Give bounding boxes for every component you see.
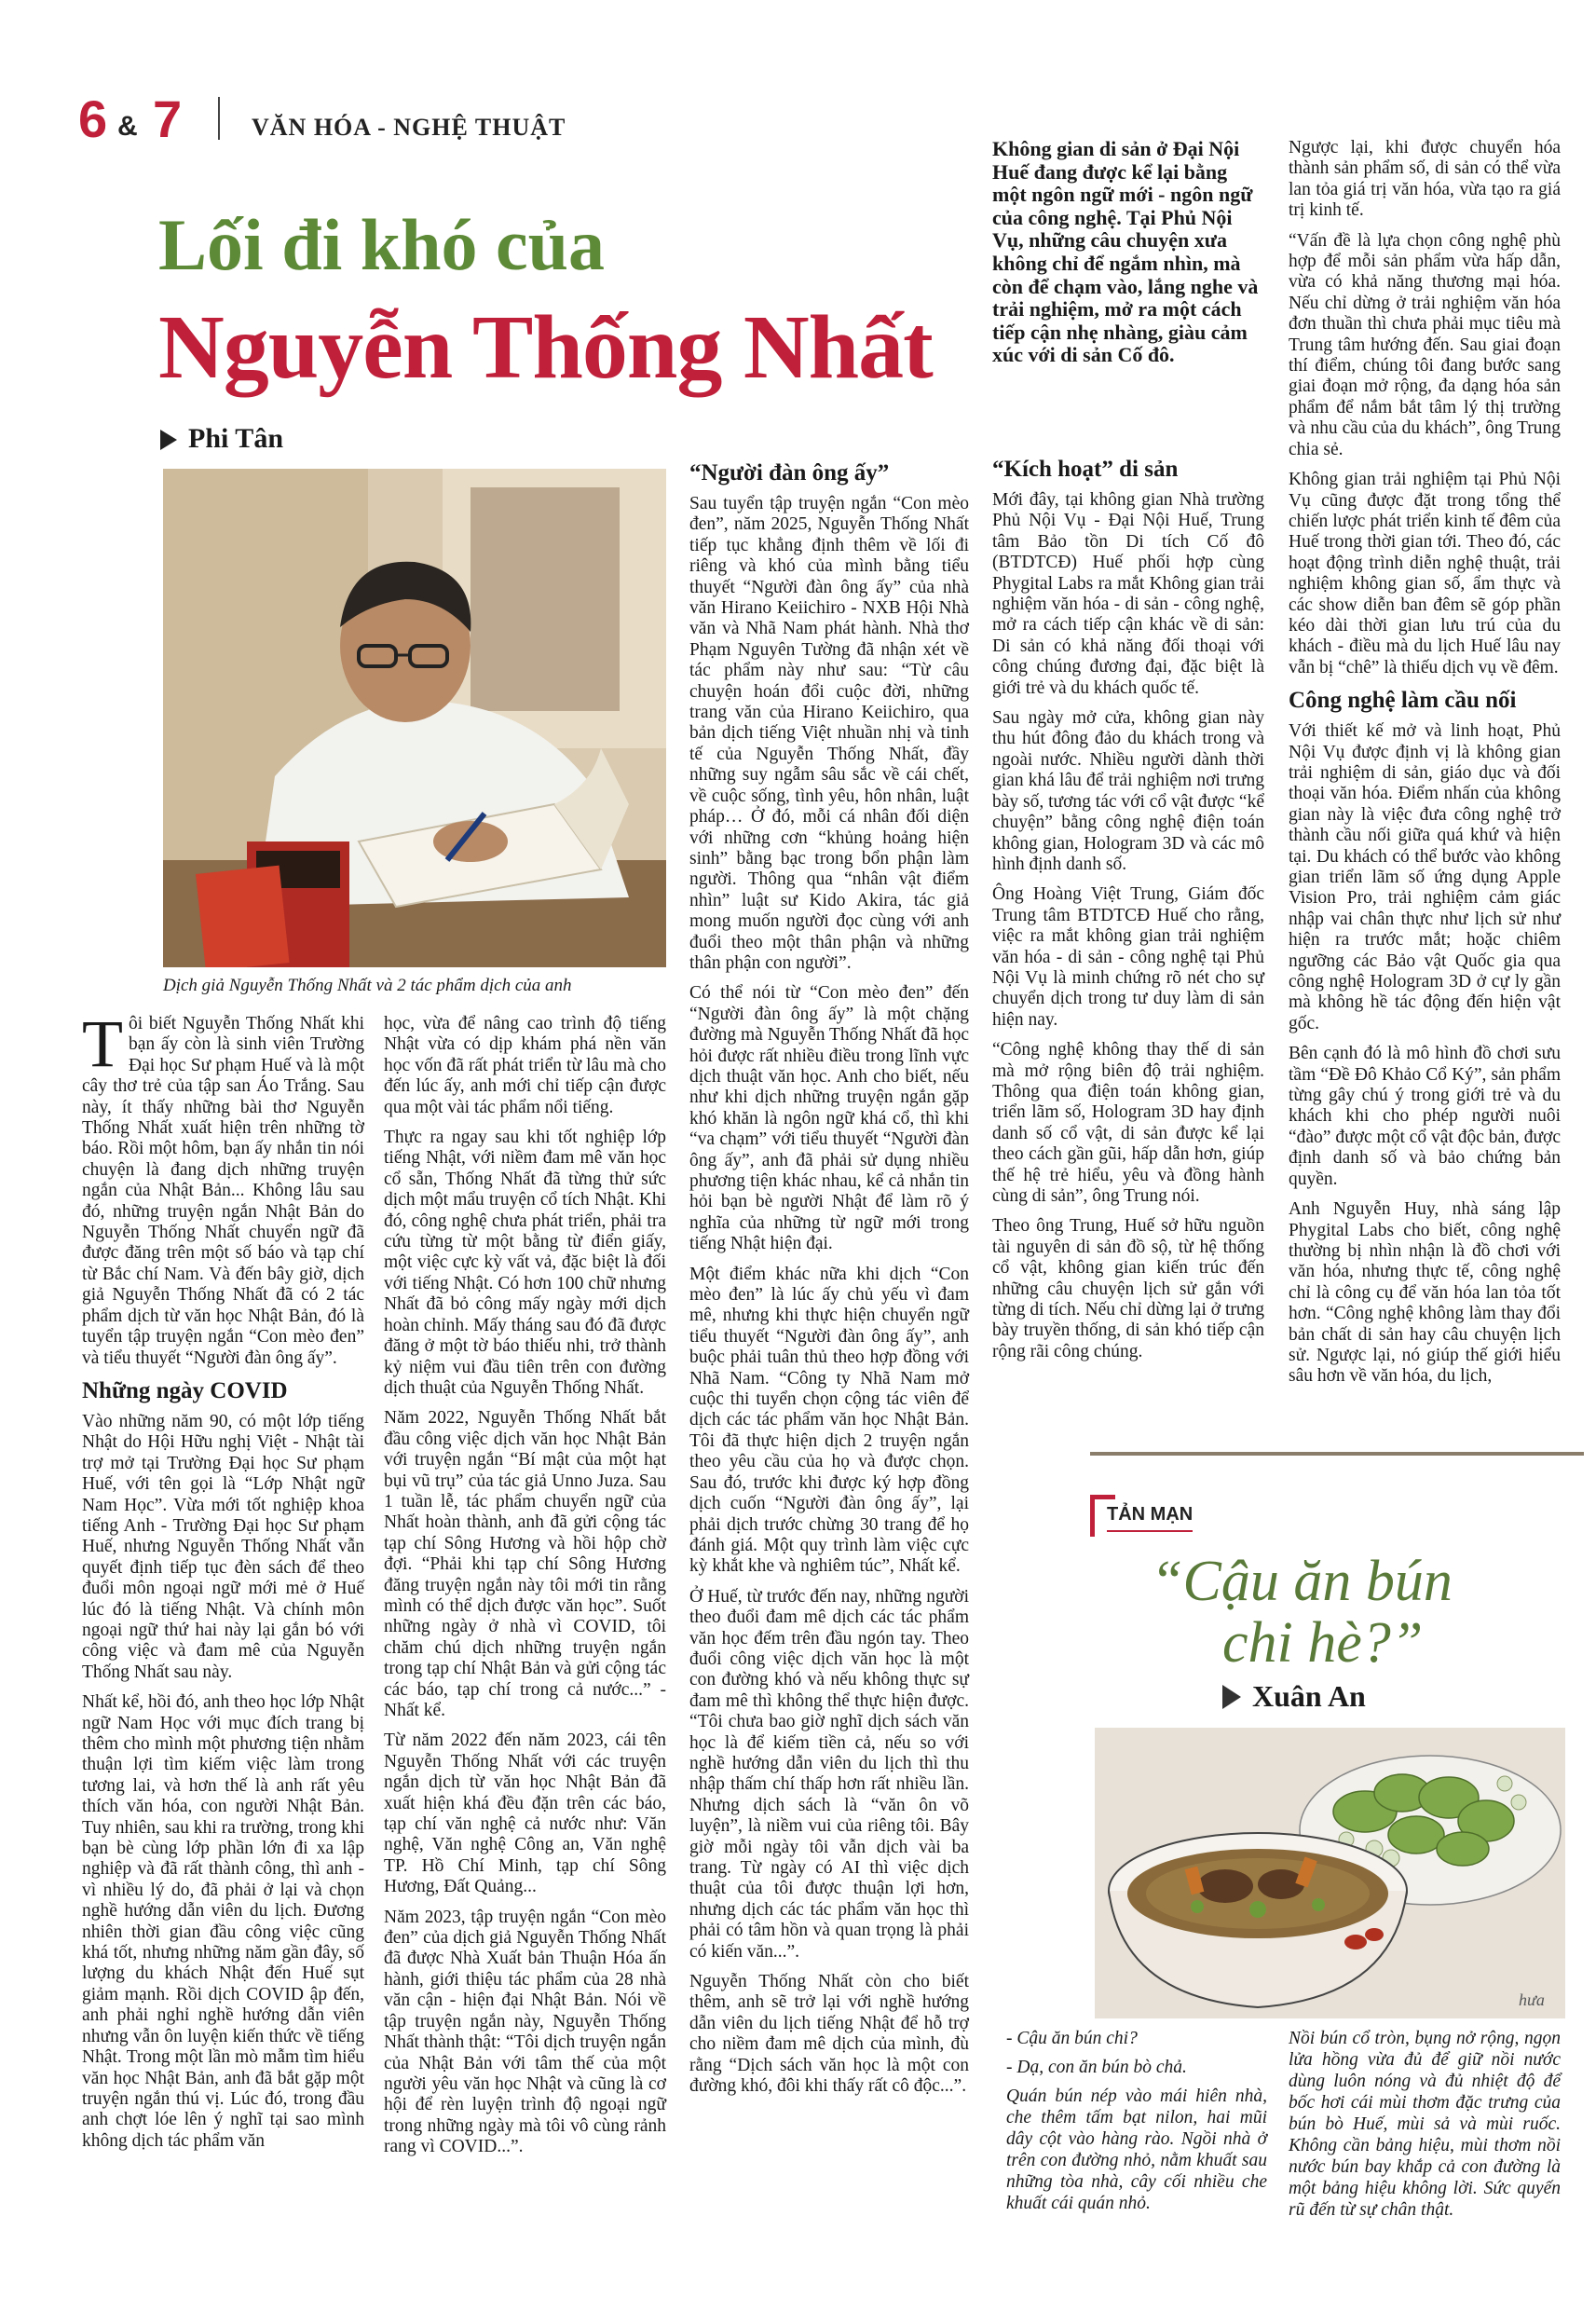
column-5 bbox=[1289, 138, 1561, 1397]
sidebar-right-paragraph: Nồi bún cổ tròn, bụng nở rộng, ngọn lửa hồng vừa đủ để giữ nồi nước dùng luôn nóng và đủ nhiệt độ để bốc hơi cái mùi thơm đặc trưng của bún bò Huế, mùi sả và mùi ruốc. Không cần bảng hiệu, mùi thơm nồi nước bún bay khắp cả con đường là một bảng hiệu không lời. Sức quyến rũ đến từ sự chân thật. bbox=[1289, 2029, 1561, 2220]
article-byline bbox=[160, 423, 283, 455]
sidebar-author: Xuân An bbox=[1252, 1679, 1366, 1713]
col3-paragraph-2: Có thể nói từ “Con mèo đen” đến “Người đàn ông ấy” là một chặng đường mà Nguyễn Thống Nhất đã học hỏi được rất nhiều điều trong lĩnh vực dịch thuật văn học. Anh cho biết, nếu như khi dịch những truyện ngắn gặp khó khăn là ngôn ngữ khá cổ, thì khi “va chạm” với tiểu thuyết “Người đàn ông ấy”, anh đã phải sử dụng nhiều phương tiện khác nhau, kể cả nhắn tin hỏi bạn bè người Nhật để làm rõ ý nghĩa của những từ ngữ mới trong tiếng Nhật hiện đại. bbox=[689, 983, 969, 1254]
subheading-cong-nghe-lam-cau-noi: Công nghệ làm cầu nối bbox=[1289, 688, 1517, 714]
column-1 bbox=[82, 1006, 364, 2161]
article-title-line2: Nguyễn Thống Nhất bbox=[158, 297, 933, 398]
column-4 bbox=[992, 457, 1264, 1372]
article-title-line1: Lối đi khó của bbox=[158, 204, 606, 285]
col3-paragraph-1: Sau tuyển tập truyện ngắn “Con mèo đen”, năm 2025, Nguyễn Thống Nhất tiếp tục khẳng định thêm về lối đi riêng và khó của mình bằng tiểu thuyết “Người đàn ông ấy” của nhà văn Hirano Keiichiro - NXB Hội Nhà văn và Nhã Nam phát hành. Nhà thơ Phạm Nguyên Tường đã nhận xét về tác phẩm này như sau: “Từ câu chuyện hoán đổi cuộc đời, những trang văn của Hirano Keiichiro, qua bản dịch tiếng Việt nhuần nhị và tinh tế của Nguyễn Thống Nhất, đầy những suy ngẫm sâu sắc về cái chết, về cuộc sống, tình yêu, hôn nhân, luật pháp… Ở đó, mỗi cá nhân đối diện với những cơn “khủng hoảng hiện sinh” bằng bạc trong bổn phận làm người. Thông qua “nhân vật điểm nhìn” luật sư Kido Akira, tác giả mong muốn người đọc cùng với anh đuổi theo một thân phận và những thân phận con người”. bbox=[689, 494, 969, 973]
col2-paragraph-4: Từ năm 2022 đến năm 2023, cái tên Nguyễn Thống Nhất với các truyện ngắn dịch từ văn học Nhật Bản đã xuất hiện khá đều đặn trên các báo, tạp chí văn nghệ cả nước như: Văn nghệ, Văn nghệ Công an, Văn nghệ TP. Hồ Chí Minh, tạp chí Sông Hương, Đất Quảng... bbox=[384, 1731, 666, 1897]
page-header bbox=[78, 91, 656, 147]
dialogue-line-2: - Dạ, con ăn bún bò chả. bbox=[1006, 2058, 1187, 2077]
sidebar-label: TẢN MẠN bbox=[1107, 1504, 1194, 1525]
col3-paragraph-5: Nguyễn Thống Nhất còn cho biết thêm, anh sẽ trở lại với nghề hướng dẫn viên du lịch tiếng Nhật để hỗ trợ cho niềm đam mê dịch của mình, đù rằng “Dịch sách văn học là một con đường khó, đôi khi thấy rất cô độc...”. bbox=[689, 1972, 969, 2097]
col5-paragraph-4: Với thiết kế mở và linh hoạt, Phủ Nội Vụ được định vị là không gian trải nghiệm di sản, giáo dục và đối thoại văn hóa. Điểm nhấn của không gian này là việc đưa công nghệ trở thành cầu nối giữa quá khứ và hiện tại. Du khách có thể bước vào không gian triển lãm số ứng dụng Apple Vision Pro, trải nghiệm cảm giác nhập vai chân thực như lịch sử như hiện ra trước mắt; hoặc chiêm ngưỡng các Bảo vật Quốc gia qua công nghệ Hologram 3D ở cự ly gần mà không hề tác động đến hiện vật gốc. bbox=[1289, 721, 1561, 1033]
byline-arrow-icon bbox=[160, 430, 177, 450]
col2-paragraph-1: học, vừa để nâng cao trình độ tiếng Nhật vừa có dịp khám phá nền văn học vốn đã rất phát triển từ lâu mà cho đến lúc ấy, anh mới chỉ tiếp cận được qua một vài tác phẩm nổi tiếng. bbox=[384, 1014, 666, 1117]
sidebar-left-column bbox=[1006, 2028, 1267, 2214]
photo-illustration bbox=[163, 469, 666, 967]
photo-caption: Dịch giả Nguyễn Thống Nhất và 2 tác phẩm dịch của anh bbox=[163, 976, 572, 995]
sidebar-title-line2: chi hè?” bbox=[1222, 1611, 1424, 1675]
sidebar-byline bbox=[1222, 1679, 1366, 1713]
col5-paragraph-1: Ngược lại, khi được chuyển hóa thành sản phẩm số, di sản có thể vừa lan tỏa giá trị văn hóa, vừa tạo ra giá trị kinh tế. bbox=[1289, 138, 1561, 221]
col5-paragraph-3: Không gian trải nghiệm tại Phủ Nội Vụ cũng được đặt trong tổng thể chiến lược phát triển kinh tế đêm của Huế trong thời gian tới. Theo đó, các hoạt động trình diễn nghệ thuật, trải nghiệm không gian số, ẩm thực và các show diễn ban đêm sẽ góp phần kéo dài thời gian lưu trú của du khách - điều mà du lịch Huế lâu nay vẫn bị “chê” là thiếu dịch vụ về đêm. bbox=[1289, 470, 1561, 677]
sidebar-title-line1: “Cậu ăn bún bbox=[1151, 1550, 1453, 1613]
section-title: VĂN HÓA - NGHỆ THUẬT bbox=[252, 114, 566, 141]
col1-paragraph-1: Tôi biết Nguyễn Thống Nhất khi bạn ấy còn là sinh viên Trường Đại học Sư phạm Huế và là một cây thơ trẻ của tập san Áo Trắng. Sau này, ít thấy những bài thơ Nguyễn Thống Nhất xuất hiện trên những tờ báo. Rồi một hôm, bạn ấy nhắn tin nói chuyện là đang dịch những truyện ngắn của Nhật Bản... Không lâu sau đó, những truyện ngắn Nhật Bản do Nguyễn Thống Nhất chuyển ngữ đã được đăng trên một số báo và tạp chí từ Bắc chí Nam. Và đến bây giờ, dịch giả Nguyễn Thống Nhất đã có 2 tác phẩm dịch từ văn học Nhật Bản, đó là tuyển tập truyện ngắn “Con mèo đen” và tiểu thuyết “Người đàn ông ấy”. bbox=[82, 1006, 364, 1368]
col2-paragraph-3: Năm 2022, Nguyễn Thống Nhất bắt đầu công việc dịch văn học Nhật Bản với truyện ngắn “Bí mật của một hạt bụi vũ trụ” của tác giả Unno Juza. Sau 1 tuần lễ, tác phẩm chuyển ngữ của Nhất hoàn thành, anh đã gửi cộng tác tạp chí Sông Hương và hồi hộp chờ đợi. “Phải khi tạp chí Sông Hương đăng truyện ngắn này tôi mới tin rằng mình có thể dịch được văn học”. Suốt những ngày ở nhà vì COVID, tôi chăm chú dịch những truyện ngắn trong tạp chí Nhật Bản và gửi cộng tác các báo, tạp chí trong cả nước...” - Nhất kể. bbox=[384, 1408, 666, 1720]
label-underline bbox=[1107, 1530, 1193, 1532]
col5-paragraph-6: Anh Nguyễn Huy, nhà sáng lập Phygital Labs cho biết, công nghệ thường bị nhìn nhận là đồ chơi với văn hóa, nhưng thực tế, công nghệ chỉ là công cụ để văn hóa lan tỏa tốt hơn. “Công nghệ không làm thay đổi bản chất di sản hay câu chuyện lịch sử. Ngược lại, nó giúp thế giới hiểu sâu hơn về văn hóa, du lịch, bbox=[1289, 1199, 1561, 1387]
col5-paragraph-5: Bên cạnh đó là mô hình đồ chơi sưu tầm “Đề Đô Khảo Cổ Ký”, sản phẩm từng gây chú ý trong giới trẻ và du khách khi cho phép người nuôi “đào” được một cổ vật độc bản, được định danh số và bảo chứng bản quyền. bbox=[1289, 1044, 1561, 1189]
col1-paragraph-2: Vào những năm 90, có một lớp tiếng Nhật do Hội Hữu nghị Việt - Nhật tài trợ mở tại Trường Đại học Sư phạm Huế, với tên gọi là “Lớp Nhật ngữ Nam Học”. Vừa mới tốt nghiệp khoa tiếng Anh - Trường Đại học Sư phạm Huế, nhưng Nguyễn Thống Nhất vẫn quyết định tiếp tục đèn sách để theo đuổi môn ngoại ngữ mới mẻ ở Huế lúc đó là tiếng Nhật. Và chính môn ngoại ngữ thứ hai này lại gắn bó với công việc và đam mê của Nguyễn Thống Nhất sau này. bbox=[82, 1411, 364, 1682]
col4-paragraph-5: Theo ông Trung, Huế sở hữu nguồn tài nguyên di sản đồ sộ, từ hệ thống cổ vật, không gian kiến trúc đến những câu chuyện lịch sử gắn với từng di tích. Nếu chỉ dừng lại ở trưng bày truyền thống, di sản khó tiếp cận rộng rãi công chúng. bbox=[992, 1216, 1264, 1361]
col2-paragraph-2: Thực ra ngay sau khi tốt nghiệp lớp tiếng Nhật, với niềm đam mê văn học cổ sẵn, Thống Nhất đã từng thử sức dịch một mẩu truyện cổ tích Nhật. Khi đó, công nghệ chưa phát triển, phải tra cứu từng từ một bằng từ điển giấy, một việc cực kỳ vất vả, đặc biệt là đối với tiếng Nhật. Có hơn 100 chữ nhưng Nhất đã bỏ công mấy ngày mới dịch hoàn chỉnh. Mấy tháng sau đó đã được đăng ở một tờ báo thiếu nhi, trở thành kỷ niệm vui đầu tiên trên con đường dịch thuật của Nguyễn Thống Nhất. bbox=[384, 1128, 666, 1398]
page-number-amp: & bbox=[117, 111, 138, 142]
col4-paragraph-4: “Công nghệ không thay thế di sản mà mở rộng biên độ trải nghiệm. Thông qua điện toán không gian, triển lãm số, Hologram 3D hay định danh số cổ vật, di sản được kể lại theo cách gần gũi, hấp dẫn hơn, giúp thế hệ trẻ hiểu, yêu và đồng hành cùng di sản”, ông Trung nói. bbox=[992, 1040, 1264, 1206]
col4-paragraph-1: Mới đây, tại không gian Nhà trường Phủ Nội Vụ - Đại Nội Huế, Trung tâm Bảo tồn Di tích Cố đô (BTDTCĐ) Huế phối hợp cùng Phygital Labs ra mắt Không gian trải nghiệm văn hóa - di sản - công nghệ, mở ra cách tiếp cận khác về di sản: Di sản có khả năng đối thoại với công chúng đương đại, đặc biệt là giới trẻ và du khách quốc tế. bbox=[992, 490, 1264, 698]
sidebar-right-column bbox=[1289, 2028, 1561, 2221]
column-3 bbox=[689, 460, 969, 2106]
column-2 bbox=[384, 1014, 666, 2168]
col3-paragraph-3: Một điểm khác nữa khi dịch “Con mèo đen” là lúc ấy chủ yếu vì đam mê, nhưng khi thực hiện chuyển ngữ tiểu thuyết “Người đàn ông ấy”, anh buộc phải tuân thủ theo hợp đồng với Nhã Nam. “Công ty Nhã Nam mở cuộc thi tuyển chọn cộng tác viên để dịch các tác phẩm văn học Nhật Bản. Tôi đã thực hiện dịch 2 truyện ngắn theo yêu cầu của họ và được chọn. Sau đó, trước khi được ký hợp đồng dịch cuốn “Người đàn ông ấy”, lại phải dịch trước chừng 30 trang để họ đánh giá. Một quy trình làm việc cực kỳ khắt khe và nghiêm túc”, Nhất kể. bbox=[689, 1264, 969, 1577]
page-number-right: 7 bbox=[153, 89, 183, 148]
dialogue-line-1: - Cậu ăn bún chi? bbox=[1006, 2029, 1138, 2048]
col2-paragraph-5: Năm 2023, tập truyện ngắn “Con mèo đen” của dịch giả Nguyễn Thống Nhất đã được Nhà Xuất bản Thuận Hóa ấn hành, giới thiệu tác phẩm của 28 nhà văn cận - hiện đại Nhật Bản. Nói về tập truyện ngắn này, Nguyễn Thống Nhất thành thật: “Tôi dịch truyện ngắn của Nhật Bản với tâm thế của một người yêu văn học Nhật và cũng là cơ hội để rèn luyện trình độ ngoại ngữ trong những ngày mà tôi vô cùng rảnh rang vì COVID...”. bbox=[384, 1907, 666, 2157]
col4-paragraph-2: Sau ngày mở cửa, không gian này thu hút đông đảo du khách trong và ngoài nước. Nhiều người dành thời gian khá lâu để trải nghiệm nơi trưng bày số, tương tác với cổ vật được “kể chuyện” bằng công nghệ điện toán không gian, Hologram 3D và các mô hình định danh số. bbox=[992, 708, 1264, 874]
illustration-signature: hưa bbox=[1519, 1991, 1545, 2009]
article-lead: Không gian di sản ở Đại Nội Huế đang được kể lại bằng một ngôn ngữ mới - ngôn ngữ của công nghệ. Tại Phủ Nội Vụ, những câu chuyện xưa không chỉ để ngắm nhìn, mà còn để chạm vào, lắng nghe và trải nghiệm, mở ra một cách tiếp cận nhẹ nhàng, giàu cảm xúc với di sản Cố đô. bbox=[992, 137, 1259, 367]
bun-bowl-drawing bbox=[1095, 1728, 1565, 2018]
sidebar-left-paragraph: Quán bún nép vào mái hiên nhà, che thêm tấm bạt nilon, hai mũi dây cột vào hàng rào. Ngồi nhà ở trên con đường nhỏ, nằm khuất sau những tòa nhà, cây cối nhiều che khuất cái quán nhỏ. bbox=[1006, 2086, 1267, 2213]
sidebar-label-box bbox=[1090, 1495, 1193, 1538]
dropcap: T bbox=[82, 1006, 123, 1081]
article-author: Phi Tân bbox=[188, 423, 283, 454]
subheading-kich-hoat-di-san: “Kích hoạt” di sản bbox=[992, 457, 1179, 482]
sidebar-top-rule bbox=[1090, 1452, 1584, 1456]
col1-paragraph-3: Nhất kể, hồi đó, anh theo học lớp Nhật ngữ Nam Học với mục đích trang bị thêm cho mình một phương tiện nhằm thuận lợi tìm kiếm việc làm trong tương lai, và hơn thế là anh rất yêu thích văn hóa, con người Nhật Bản. Tuy nhiên, sau khi ra trường, trong khi bạn bè cùng lớp phần lớn đi xa lập nghiệp và đã rất thành công, thì anh - vì nhiều lý do, đã phải ở lại và chọn nghề hướng dẫn viên du lịch. Đương nhiên thời gian đầu công việc cũng khá tốt, nhưng những năm gần đây, số lượng du khách Nhật đến Huế sụt giảm mạnh. Rồi dịch COVID ập đến, anh phải nghỉ nghề hướng dẫn viên nhưng vẫn ôn luyện kiến thức về tiếng Nhật. Trong một lần mò mẫm tìm hiểu văn học Nhật Bản, anh đã bắt gặp một truyện ngắn thú vị. Lúc đó, trong đầu anh chợt lóe lên ý nghĩ tại sao mình không dịch tác phẩm văn bbox=[82, 1692, 364, 2151]
sidebar-byline-arrow-icon bbox=[1222, 1685, 1241, 1709]
header-divider bbox=[218, 97, 220, 140]
page-number-left: 6 bbox=[78, 89, 108, 148]
col4-paragraph-3: Ông Hoàng Việt Trung, Giám đốc Trung tâm BTDTCĐ Huế cho rằng, việc ra mắt không gian trải nghiệm văn hóa - di sản - công nghệ tại Phủ Nội Vụ là minh chứng rõ nét cho sự chuyển dịch trong tư duy làm di sản hiện nay. bbox=[992, 884, 1264, 1030]
author-photo bbox=[163, 469, 666, 967]
bun-bo-illustration bbox=[1095, 1728, 1565, 2018]
subheading-nguoi-dan-ong-ay: “Người đàn ông ấy” bbox=[689, 460, 890, 486]
col3-paragraph-4: Ở Huế, từ trước đến nay, những người theo đuổi đam mê dịch các tác phẩm văn học đếm trên đầu ngón tay. Theo đuổi công việc dịch văn học là một con đường khó và nếu không thực sự đam mê thì không thể thực hiện được. “Tôi chưa bao giờ nghĩ dịch sách văn học là để kiếm tiền cả, nếu so với nghề hướng dẫn viên du lịch thì thu nhập thấm chí thấp hơn rất nhiều lần. Nhưng dịch sách là “văn ôn võ luyện”, là niềm vui của riêng tôi. Bây giờ mỗi ngày tôi vẫn dịch vài ba trang. Từ ngày có AI thì việc dịch thuật của tôi được thuận lợi hơn, nhưng dịch các tác phẩm văn học thì phải có tâm hồn và quan trọng là phải có kiến văn...”. bbox=[689, 1586, 969, 1962]
subheading-covid: Những ngày COVID bbox=[82, 1377, 288, 1403]
col5-paragraph-2: “Vấn đề là lựa chọn công nghệ phù hợp để mỗi sản phẩm vừa hấp dẫn, vừa có khả năng thương mại hóa. Nếu chỉ dừng ở trải nghiệm văn hóa đơn thuần thì chưa phải mục tiêu mà Trung tâm hướng đến. Sau giai đoạn thí điểm, chúng tôi đang bước sang giai đoạn mở rộng, đa dạng hóa sản phẩm để nắm bắt tâm lý thị trường và nhu cầu của du khách”, ông Trung chia sẻ. bbox=[1289, 230, 1561, 459]
